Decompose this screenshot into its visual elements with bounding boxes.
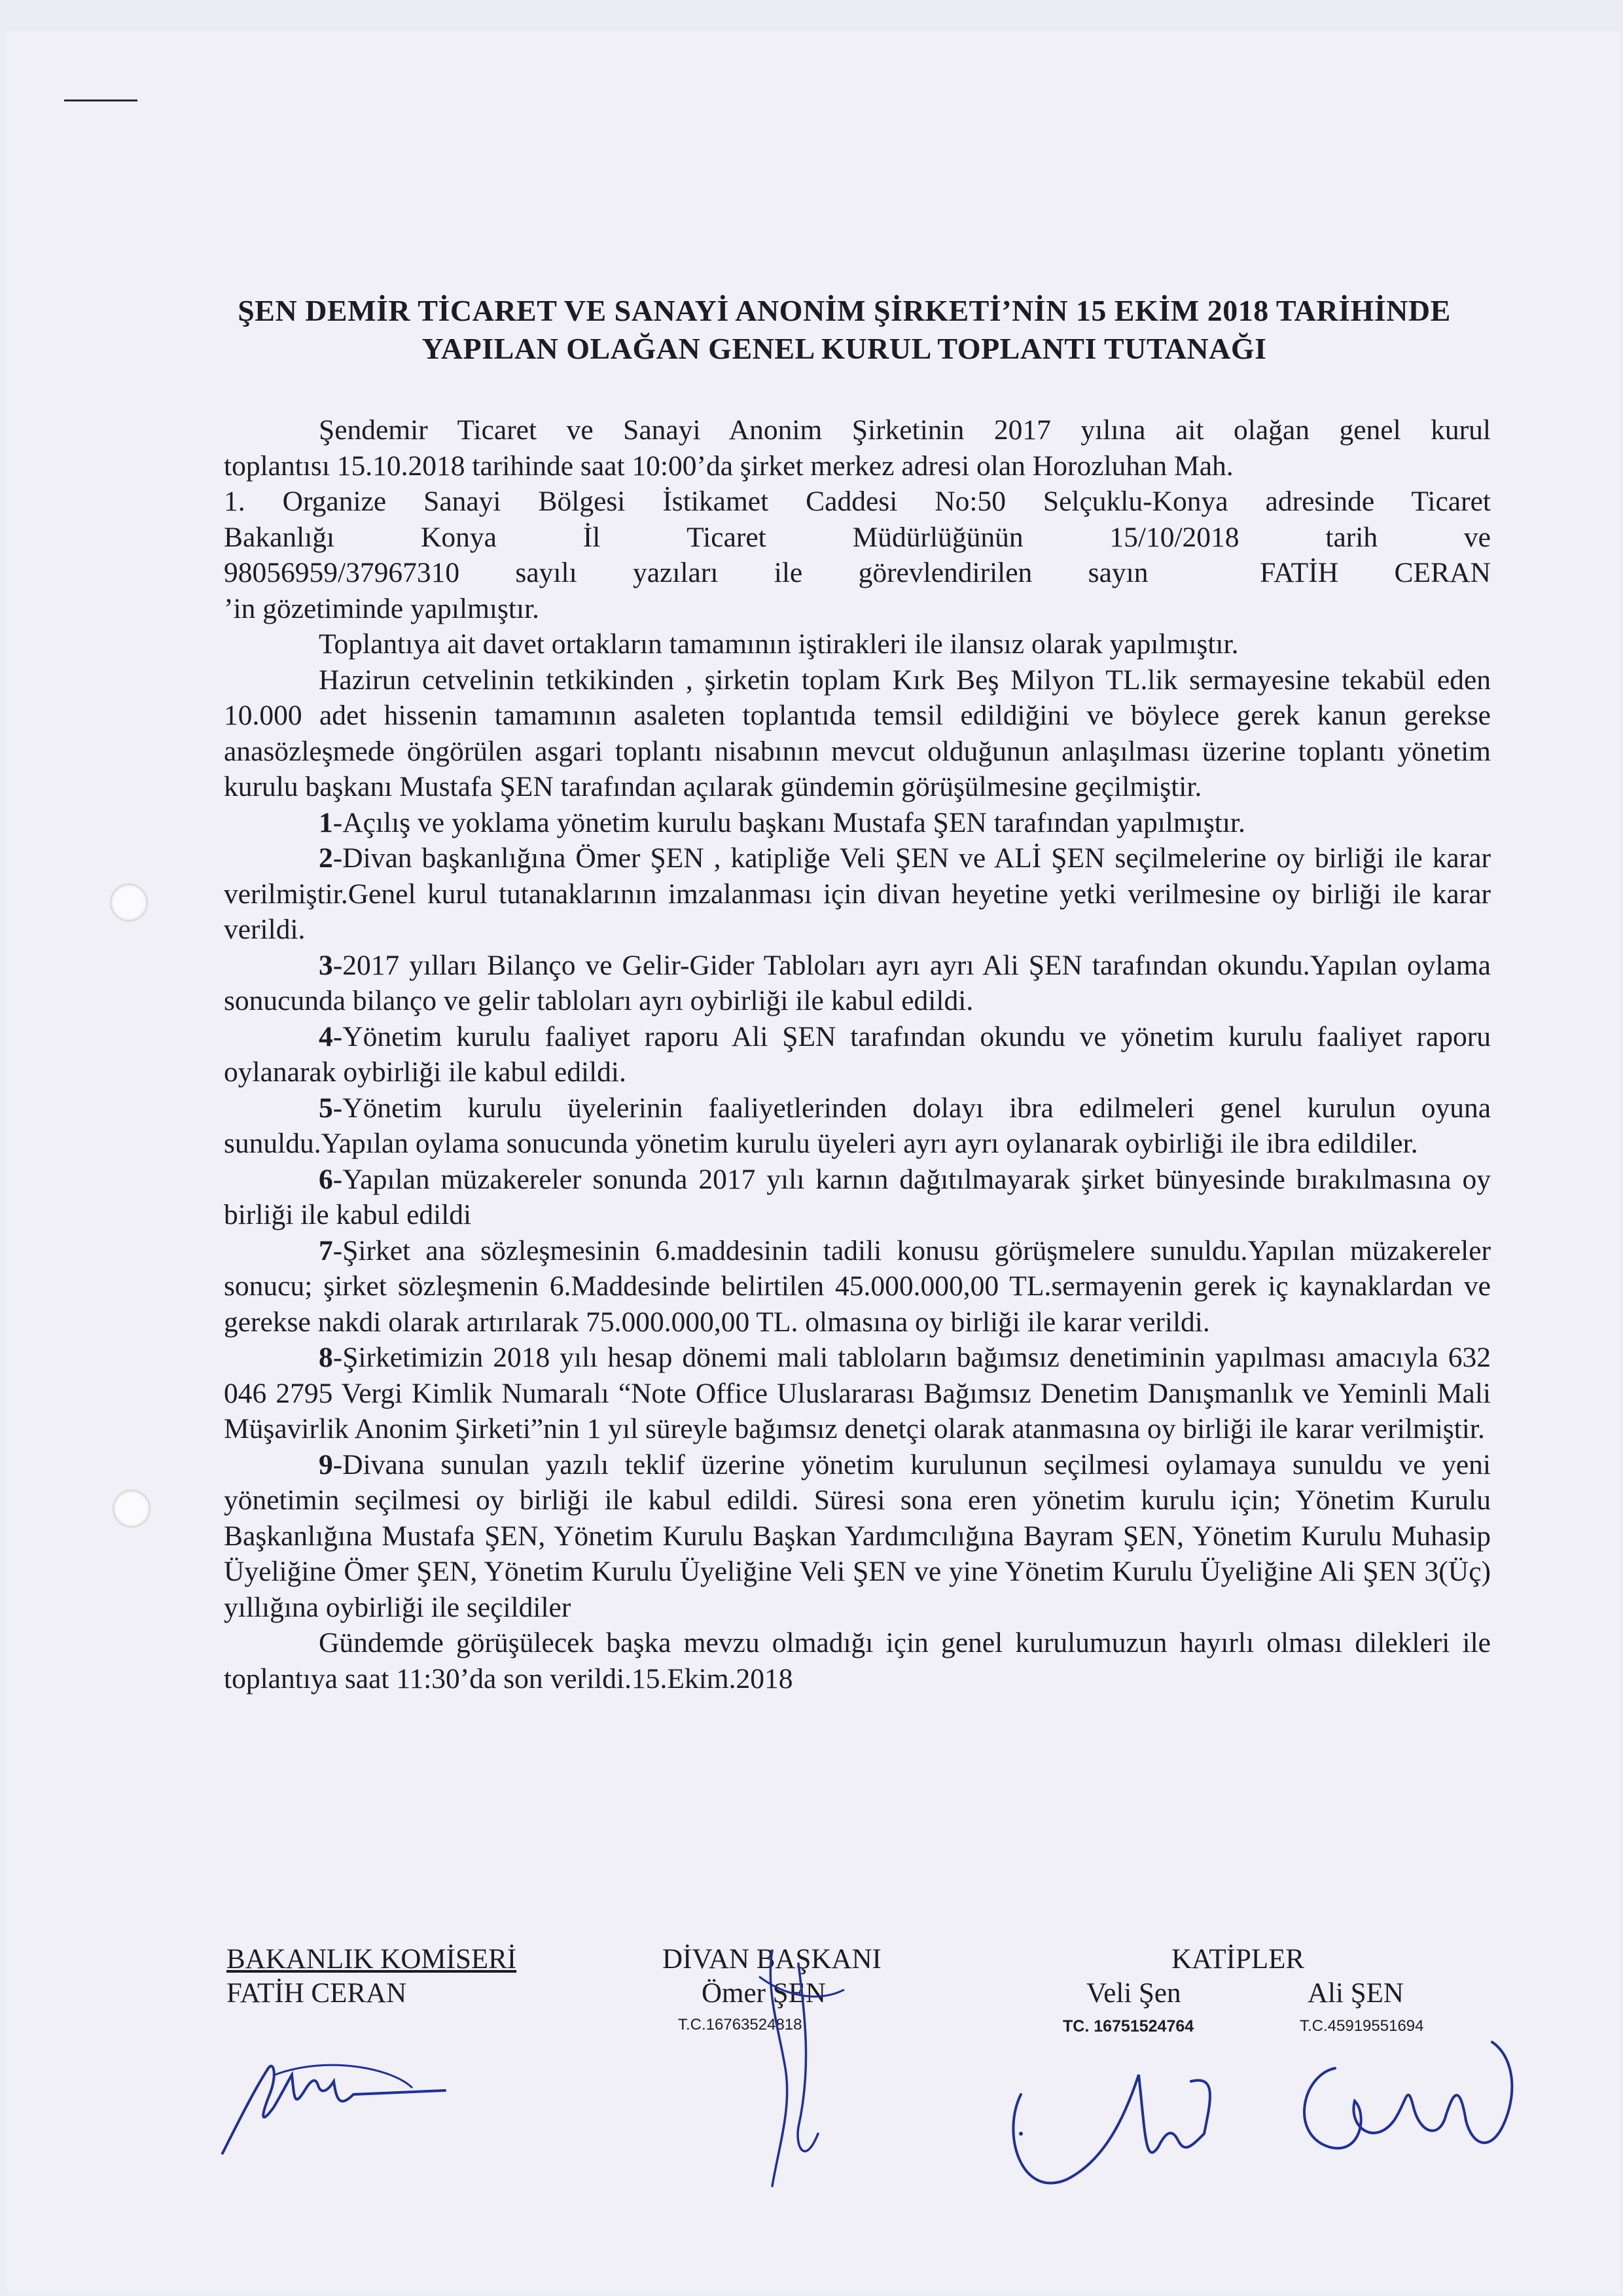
item-number: 8 [319, 1342, 333, 1373]
katip-title: KATİPLER [1171, 1944, 1305, 1975]
agenda-item-5 [224, 1090, 1491, 1162]
komiser-title: BAKANLIK KOMİSERİ [226, 1944, 517, 1975]
intro-line-1: Şendemir Ticaret ve Sanayi Anonim Şirketinin 2017 yılına ait olağan genel kurul [319, 414, 1491, 446]
item-text: -Yönetim kurulu üyelerinin faaliyetlerinden dolayı ibra edilmeleri genel kurulun oyuna sunuldu.Yapılan oylama sonucunda yönetim kurulu üyeleri ayrı ayrı oylanarak oybirliği ile ibra edildiler. [224, 1092, 1491, 1159]
word: tarih [1325, 521, 1378, 553]
divan-signature [733, 1937, 864, 2199]
word: Müdürlüğünün [852, 521, 1024, 553]
punch-hole [113, 1490, 151, 1528]
word: ve [1463, 521, 1491, 553]
item-text: -2017 yılları Bilanço ve Gelir-Gider Tabloları ayrı ayrı Ali ŞEN tarafından okundu.Yapılan oylama sonucunda bilanço ve gelir tabloları ayrı oybirliği ile kabul edildi. [224, 949, 1491, 1016]
word: sayın [1088, 557, 1149, 588]
divan-name: Ömer ŞEN [702, 1978, 826, 2009]
item-number: 7 [319, 1234, 333, 1266]
word: Konya [420, 521, 497, 553]
intro-line-3: 1. Organize Sanayi Bölgesi İstikamet Caddesi No:50 Selçuklu-Konya adresinde Ticaret [224, 486, 1491, 517]
item-number: 9 [319, 1448, 333, 1480]
komiser-name: FATİH CERAN [226, 1978, 407, 2009]
agenda-item-1 [224, 805, 1491, 841]
word: Bakanlığı [224, 521, 335, 553]
item-text: -Yönetim kurulu faaliyet raporu Ali ŞEN tarafından okundu ve yönetim kurulu faaliyet raporu oylanarak oybirliği ile kabul edildi. [224, 1020, 1491, 1088]
paragraph-closing: Gündemde görüşülecek başka mevzu olmadığı için genel kurulumuzun hayırlı olması dilekleri ile toplantıya saat 11:30’da son verildi.15.Ekim.2018 [224, 1627, 1491, 1695]
agenda-item-7 [224, 1233, 1491, 1340]
agenda-item-6 [224, 1162, 1491, 1233]
katip1-name: Veli Şen [1086, 1978, 1181, 2009]
word: Ticaret [687, 521, 766, 553]
divan-tc-number: T.C.16763524818 [678, 2016, 802, 2034]
word: 15/10/2018 [1109, 521, 1240, 553]
word: görevlendirilen [858, 557, 1033, 588]
intro-line-4 [224, 520, 1491, 556]
intro-line-2: toplantısı 15.10.2018 tarihinde saat 10:00’da şirket merkez adresi olan Horozluhan Mah. [224, 450, 1234, 482]
intro-line-6: ’in gözetiminde yapılmıştır. [224, 592, 540, 624]
katip2-name: Ali ŞEN [1308, 1978, 1404, 2009]
item-number: 3 [319, 949, 333, 981]
item-text: -Açılış ve yoklama yönetim kurulu başkanı Mustafa ŞEN tarafından yapılmıştır. [332, 806, 1245, 838]
document-body [224, 412, 1491, 1696]
item-text: -Divana sunulan yazılı teklif üzerine yönetim kurulunun seçilmesi oylamaya sunuldu ve yeni yönetimin seçilmesi oy birliği ile kabul edildi. Süresi sona eren yönetim kurulu için; Yönetim Kurulu Başkanlığına Mustafa ŞEN, Yönetim Kurulu Başkan Yardımcılığına Bayram ŞEN, Yönetim Kurulu Muhasip Üyeliğine Ömer ŞEN, Yönetim Kurulu Üyeliğine Veli ŞEN ve yine Yönetim Kurulu Üyeliğine Ali ŞEN 3(Üç) yıllığına oybirliği ile seçildiler [224, 1448, 1491, 1623]
intro-line-5 [224, 555, 1491, 591]
word: ile [774, 557, 803, 588]
agenda-item-4 [224, 1019, 1491, 1090]
item-number: 4 [319, 1020, 333, 1052]
word: İl [582, 521, 601, 553]
divan-title: DİVAN BAŞKANI [662, 1944, 882, 1975]
word: 98056959/37967310 [224, 557, 460, 588]
agenda-item-9 [224, 1447, 1491, 1626]
punch-hole [110, 884, 148, 922]
agenda-item-8 [224, 1340, 1491, 1447]
item-number: 6 [319, 1163, 333, 1195]
komiser-signature [196, 2029, 471, 2160]
item-text: -Şirketimizin 2018 yılı hesap dönemi mali tabloların bağımsız denetiminin yapılması amacıyla 632 046 2795 Vergi Kimlik Numaralı “Note Office Uluslararası Bağımsız Denetim Danışmanlık ve Yeminli Mali Müşavirlik Anonim Şirketi”nin 1 yıl süreyle bağımsız denetçi olarak atanmasına oy birliği ile karar verilmiştir. [224, 1342, 1491, 1444]
paragraph-hazirun: Hazirun cetvelinin tetkikinden , şirketin toplam Kırk Beş Milyon TL.lik sermayesine tekabül eden 10.000 adet hissenin tamamının asaleten toplantıda temsil edildiğini ve böylece gerek kanun gerekse anasözleşmede öngörülen asgari toplantı nisabının mevcut olduğunun anlaşılması üzerine toplantı yönetim kurulu başkanı Mustafa ŞEN tarafından açılarak gündemin görüşülmesine geçilmiştir. [224, 664, 1491, 802]
item-number: 5 [319, 1092, 333, 1124]
word: CERAN [1394, 557, 1491, 588]
item-text: -Divan başkanlığına Ömer ŞEN , katipliğe Veli ŞEN ve ALİ ŞEN seçilmelerine oy birliği ile karar verilmiştir.Genel kurul tutanaklarının imzalanması için divan heyetine yetki verilmesine oy birliği ile karar verildi. [224, 842, 1491, 945]
katip1-signature [995, 2036, 1230, 2232]
item-number: 1 [319, 806, 333, 838]
title-line-2: YAPILAN OLAĞAN GENEL KURUL TOPLANTI TUTANAĞI [421, 332, 1267, 365]
word: FATİH [1260, 557, 1339, 588]
corner-pen-mark [64, 99, 137, 101]
paragraph-davet: Toplantıya ait davet ortakların tamamının iştirakleri ile ilansız olarak yapılmıştır. [319, 628, 1239, 660]
signature-block-komiser [226, 1943, 516, 2011]
item-number: 2 [319, 842, 333, 874]
katip2-signature [1276, 2016, 1538, 2186]
word: sayılı [515, 557, 577, 588]
item-text: -Şirket ana sözleşmesinin 6.maddesinin tadili konusu görüşmelere sunuldu.Yapılan müzakereler sonucu; şirket sözleşmenin 6.Maddesinde belirtilen 45.000.000,00 TL.sermayenin gerek iç kaynaklardan ve gerekse nakdi olarak artırılarak 75.000.000,00 TL. olmasına oy birliği ile karar verildi. [224, 1234, 1491, 1338]
katip1-tc-number: TC. 16751524764 [1063, 2017, 1194, 2036]
agenda-item-2 [224, 840, 1491, 948]
document-title [157, 292, 1531, 368]
item-text: -Yapılan müzakereler sonunda 2017 yılı karnın dağıtılmayarak şirket bünyesinde bırakılmasına oy birliği ile kabul edildi [224, 1163, 1491, 1230]
katip2-tc-number: T.C.45919551694 [1300, 2017, 1424, 2035]
title-line-1: ŞEN DEMİR TİCARET VE SANAYİ ANONİM ŞİRKETİ’NİN 15 EKİM 2018 TARİHİNDE [238, 294, 1451, 327]
word: yazıları [633, 557, 719, 588]
agenda-item-3 [224, 948, 1491, 1019]
